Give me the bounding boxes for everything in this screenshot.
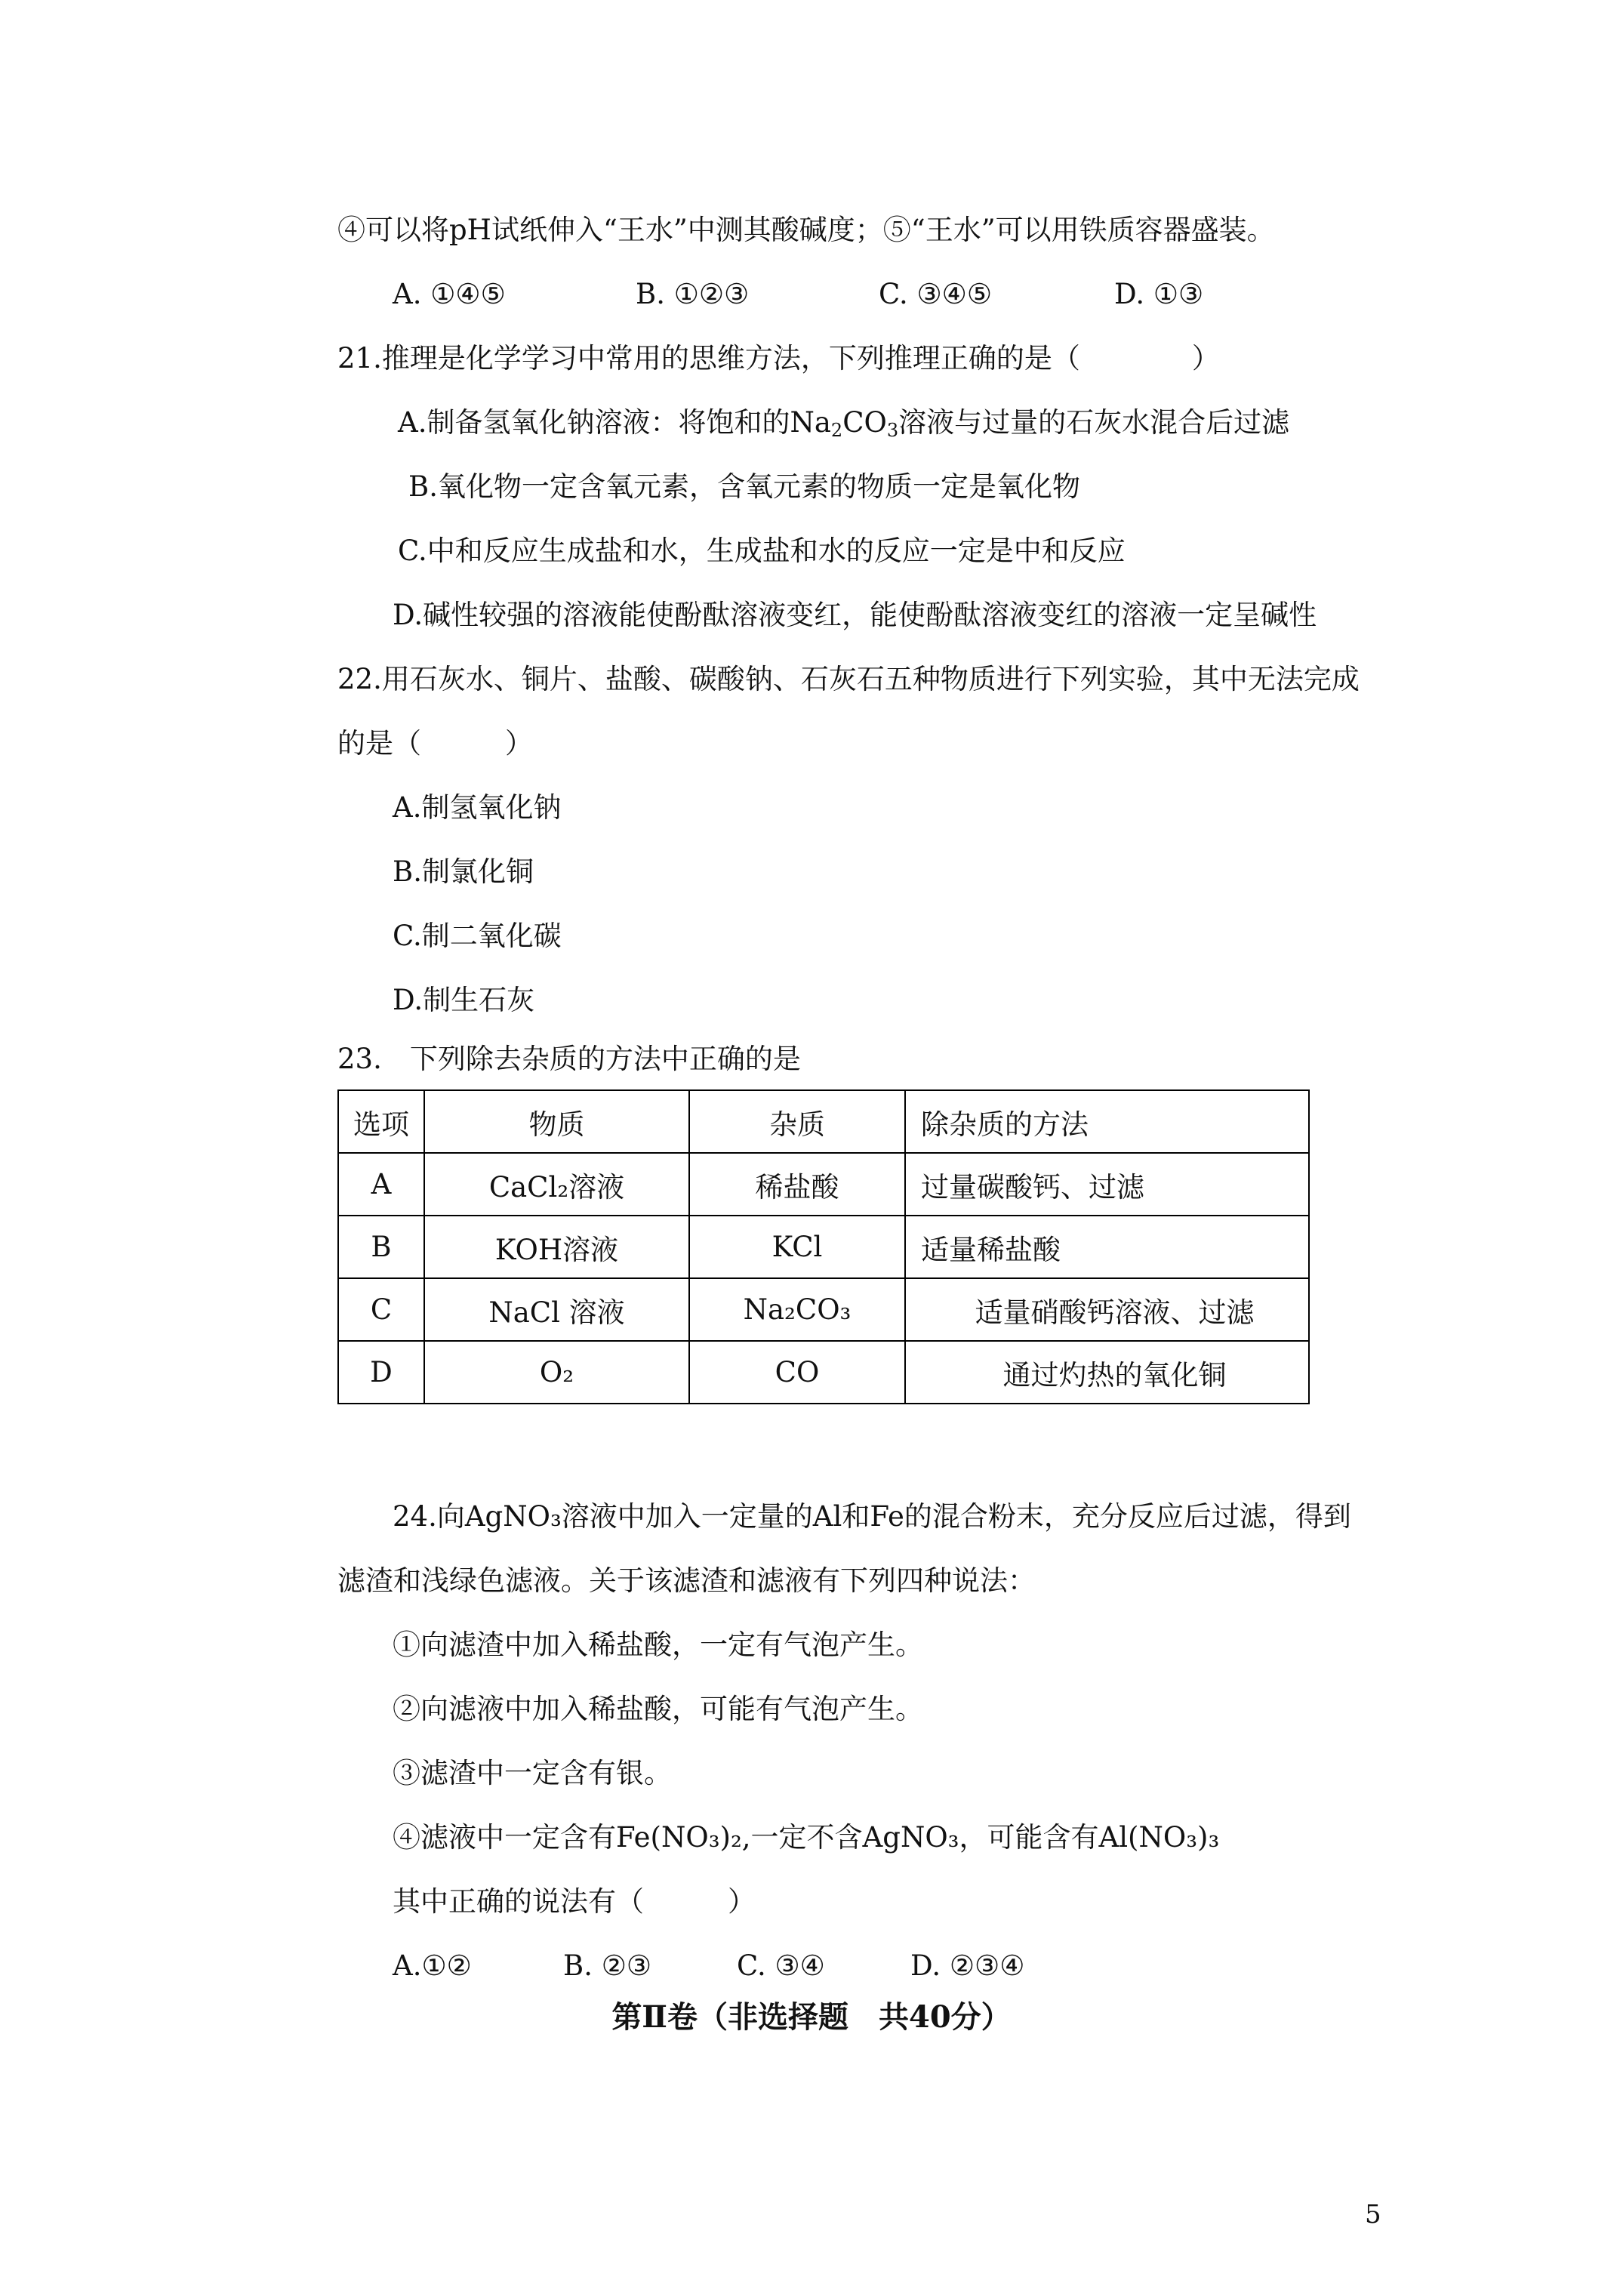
q24-option-a: A.①② xyxy=(393,1949,472,1982)
page-number: 5 xyxy=(1365,2199,1381,2230)
q20-option-d: D. ①③ xyxy=(1114,278,1204,310)
cell-method: 适量稀盐酸 xyxy=(905,1216,1309,1278)
cell-impurity: CO xyxy=(689,1341,905,1404)
q21-option-d: D.碱性较强的溶液能使酚酞溶液变红，能使酚酞溶液变红的溶液一定呈碱性 xyxy=(393,599,1317,631)
cell-option: A xyxy=(338,1153,424,1216)
q20-option-b: B. ①②③ xyxy=(636,278,750,310)
cell-substance: CaCl₂溶液 xyxy=(424,1153,689,1216)
q21a-sub-2: 2 xyxy=(830,420,843,441)
q22-stem-continued: 的是（ ） xyxy=(337,727,533,760)
cell-option: D xyxy=(338,1341,424,1404)
q24-option-b: B. ②③ xyxy=(563,1949,652,1982)
cell-impurity: 稀盐酸 xyxy=(689,1153,905,1216)
cell-option: C xyxy=(338,1278,424,1341)
cell-method: 过量碳酸钙、过滤 xyxy=(905,1153,1309,1216)
cell-method: 通过灼热的氧化铜 xyxy=(905,1341,1309,1404)
q21a-formula-na: Na xyxy=(790,406,831,439)
q24-ask: 其中正确的说法有（ ） xyxy=(393,1885,756,1918)
table-row xyxy=(338,1153,1309,1216)
q23-stem: 23. 下列除去杂质的方法中正确的是 xyxy=(337,1043,801,1075)
q24-statement-3: ③滤渣中一定含有银。 xyxy=(393,1757,672,1789)
q21-option-c: C.中和反应生成盐和水，生成盐和水的反应一定是中和反应 xyxy=(398,535,1126,567)
cell-impurity: KCl xyxy=(689,1216,905,1278)
header-method: 除杂质的方法 xyxy=(905,1090,1309,1153)
q21a-sub-3: 3 xyxy=(886,420,899,441)
cell-substance: O₂ xyxy=(424,1341,689,1404)
table-row xyxy=(338,1341,1309,1404)
q21-option-a xyxy=(398,406,1289,439)
table-row xyxy=(338,1278,1309,1341)
q22-option-a: A.制氢氧化钠 xyxy=(393,791,562,824)
q22-option-d: D.制生石灰 xyxy=(393,984,535,1016)
q21a-text-end: 溶液与过量的石灰水混合后过滤 xyxy=(898,406,1290,439)
cell-substance: KOH溶液 xyxy=(424,1216,689,1278)
q21a-formula-co: CO xyxy=(842,406,887,439)
q21-option-b: B.氧化物一定含氧元素，含氧元素的物质一定是氧化物 xyxy=(408,470,1080,503)
q20-statement-4-5: ④可以将pH试纸伸入“王水”中测其酸碱度；⑤“王水”可以用铁质容器盛装。 xyxy=(337,214,1275,246)
q20-option-c: C. ③④⑤ xyxy=(879,278,993,310)
cell-option: B xyxy=(338,1216,424,1278)
q24-statement-1: ①向滤渣中加入稀盐酸，一定有气泡产生。 xyxy=(393,1629,923,1661)
q22-stem: 22.用石灰水、铜片、盐酸、碳酸钠、石灰石五种物质进行下列实验，其中无法完成 xyxy=(337,663,1360,695)
q23-table xyxy=(337,1089,1310,1404)
header-impurity: 杂质 xyxy=(689,1090,905,1153)
q24-option-d: D. ②③④ xyxy=(910,1949,1025,1982)
table-header-row xyxy=(338,1090,1309,1153)
header-substance: 物质 xyxy=(424,1090,689,1153)
header-option: 选项 xyxy=(338,1090,424,1153)
q22-option-c: C.制二氧化碳 xyxy=(393,920,562,952)
q20-option-a: A. ①④⑤ xyxy=(393,278,506,310)
q21-stem: 21.推理是化学学习中常用的思维方法，下列推理正确的是（ ） xyxy=(337,342,1220,374)
q21a-text: A.制备氢氧化钠溶液：将饱和的 xyxy=(398,406,790,439)
table-row xyxy=(338,1216,1309,1278)
q24-statement-4: ④滤液中一定含有Fe(NO₃)₂,一定不含AgNO₃，可能含有Al(NO₃)₃ xyxy=(393,1821,1220,1854)
cell-method: 适量硝酸钙溶液、过滤 xyxy=(905,1278,1309,1341)
q24-stem-continued: 滤渣和浅绿色滤液。关于该滤渣和滤液有下列四种说法： xyxy=(337,1564,1036,1597)
q24-stem: 24.向AgNO₃溶液中加入一定量的Al和Fe的混合粉末，充分反应后过滤，得到 xyxy=(393,1500,1351,1533)
cell-impurity: Na₂CO₃ xyxy=(689,1278,905,1341)
q22-option-b: B.制氯化铜 xyxy=(393,855,534,888)
section-title: 第Ⅱ卷（非选择题 共40分） xyxy=(611,1999,1012,2035)
q24-statement-2: ②向滤液中加入稀盐酸，可能有气泡产生。 xyxy=(393,1693,923,1725)
cell-substance: NaCl 溶液 xyxy=(424,1278,689,1341)
q24-option-c: C. ③④ xyxy=(737,1949,825,1982)
